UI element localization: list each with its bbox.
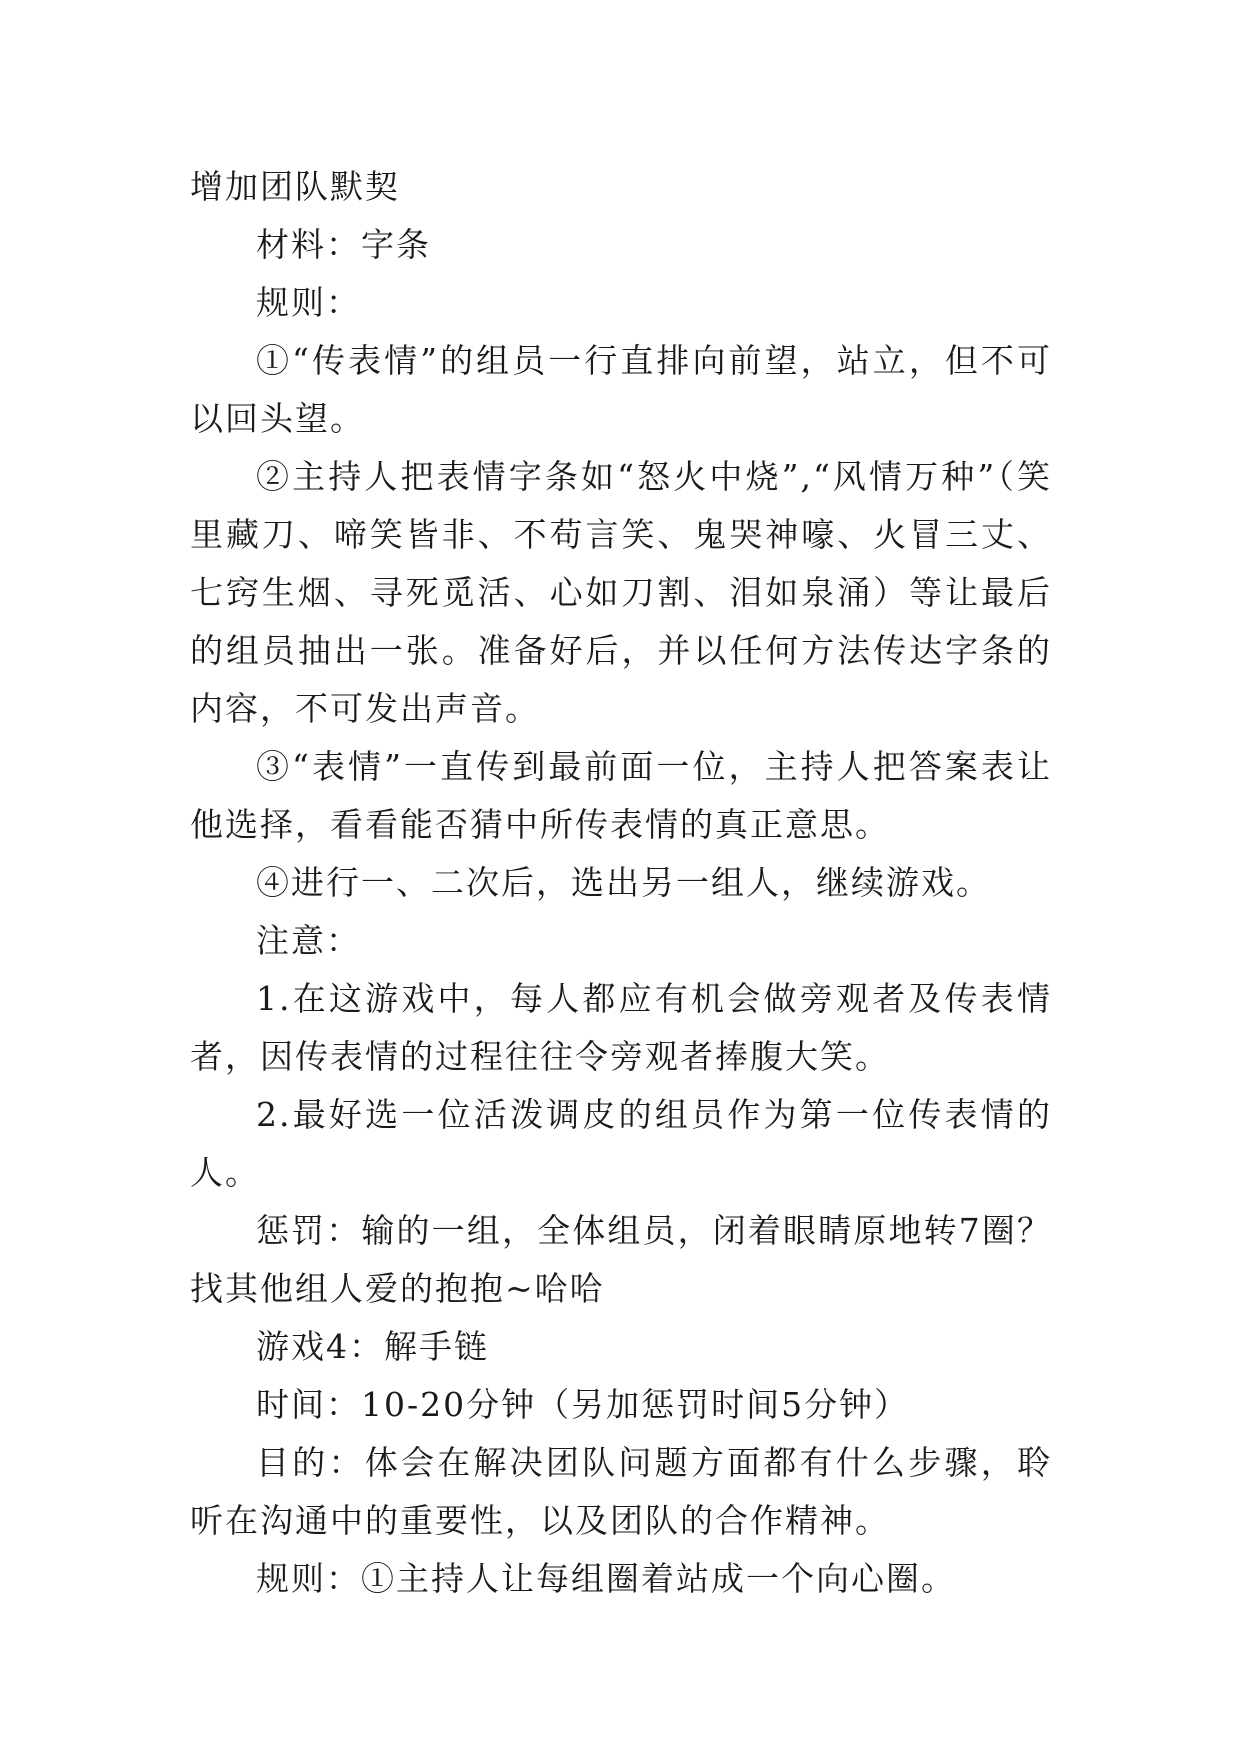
paragraph-game-4-title: 游戏4：解手链 (256, 1327, 489, 1366)
paragraph-notes-heading: 注意： (256, 921, 361, 960)
paragraph-rules-heading: 规则： (256, 283, 361, 322)
paragraph-game-4-time: 时间：10-20分钟（另加惩罚时间5分钟） (256, 1385, 910, 1424)
paragraph-game-4-rules: 规则：①主持人让每组圈着站成一个向心圈。 (256, 1559, 956, 1598)
paragraph-game-4-purpose: 目的：体会在解决团队问题方面都有什么步骤，聆听在沟通中的重要性，以及团队的合作精神。 (190, 1443, 1052, 1540)
paragraph-materials: 材料：字条 (256, 225, 431, 264)
paragraph-note-1: 1.在这游戏中，每人都应有机会做旁观者及传表情者，因传表情的过程往往令旁观者捧腹大笑。 (190, 979, 1052, 1076)
paragraph-rule-3: ③“表情”一直传到最前面一位，主持人把答案表让他选择，看看能否猜中所传表情的真正意思。 (190, 747, 1052, 844)
document-body (190, 158, 1052, 1608)
paragraph-rule-4: ④进行一、二次后，选出另一组人，继续游戏。 (256, 863, 991, 902)
paragraph-note-2: 2.最好选一位活泼调皮的组员作为第一位传表情的人。 (190, 1095, 1052, 1192)
paragraph-rule-1: ①“传表情”的组员一行直排向前望，站立，但不可以回头望。 (190, 341, 1052, 438)
paragraph-penalty: 惩罚：输的一组，全体组员，闭着眼睛原地转7圈？找其他组人爱的抱抱~哈哈 (190, 1211, 1052, 1308)
paragraph-rule-2: ②主持人把表情字条如“怒火中烧”,“风情万种”（笑里藏刀、啼笑皆非、不苟言笑、鬼哭神嚎、火冒三丈、七窍生烟、寻死觅活、心如刀割、泪如泉涌）等让最后的组员抽出一张。准备好后，并以任何方法传达字条的内容，不可发出声音。 (190, 457, 1052, 728)
paragraph-goal-line: 增加团队默契 (190, 167, 400, 206)
